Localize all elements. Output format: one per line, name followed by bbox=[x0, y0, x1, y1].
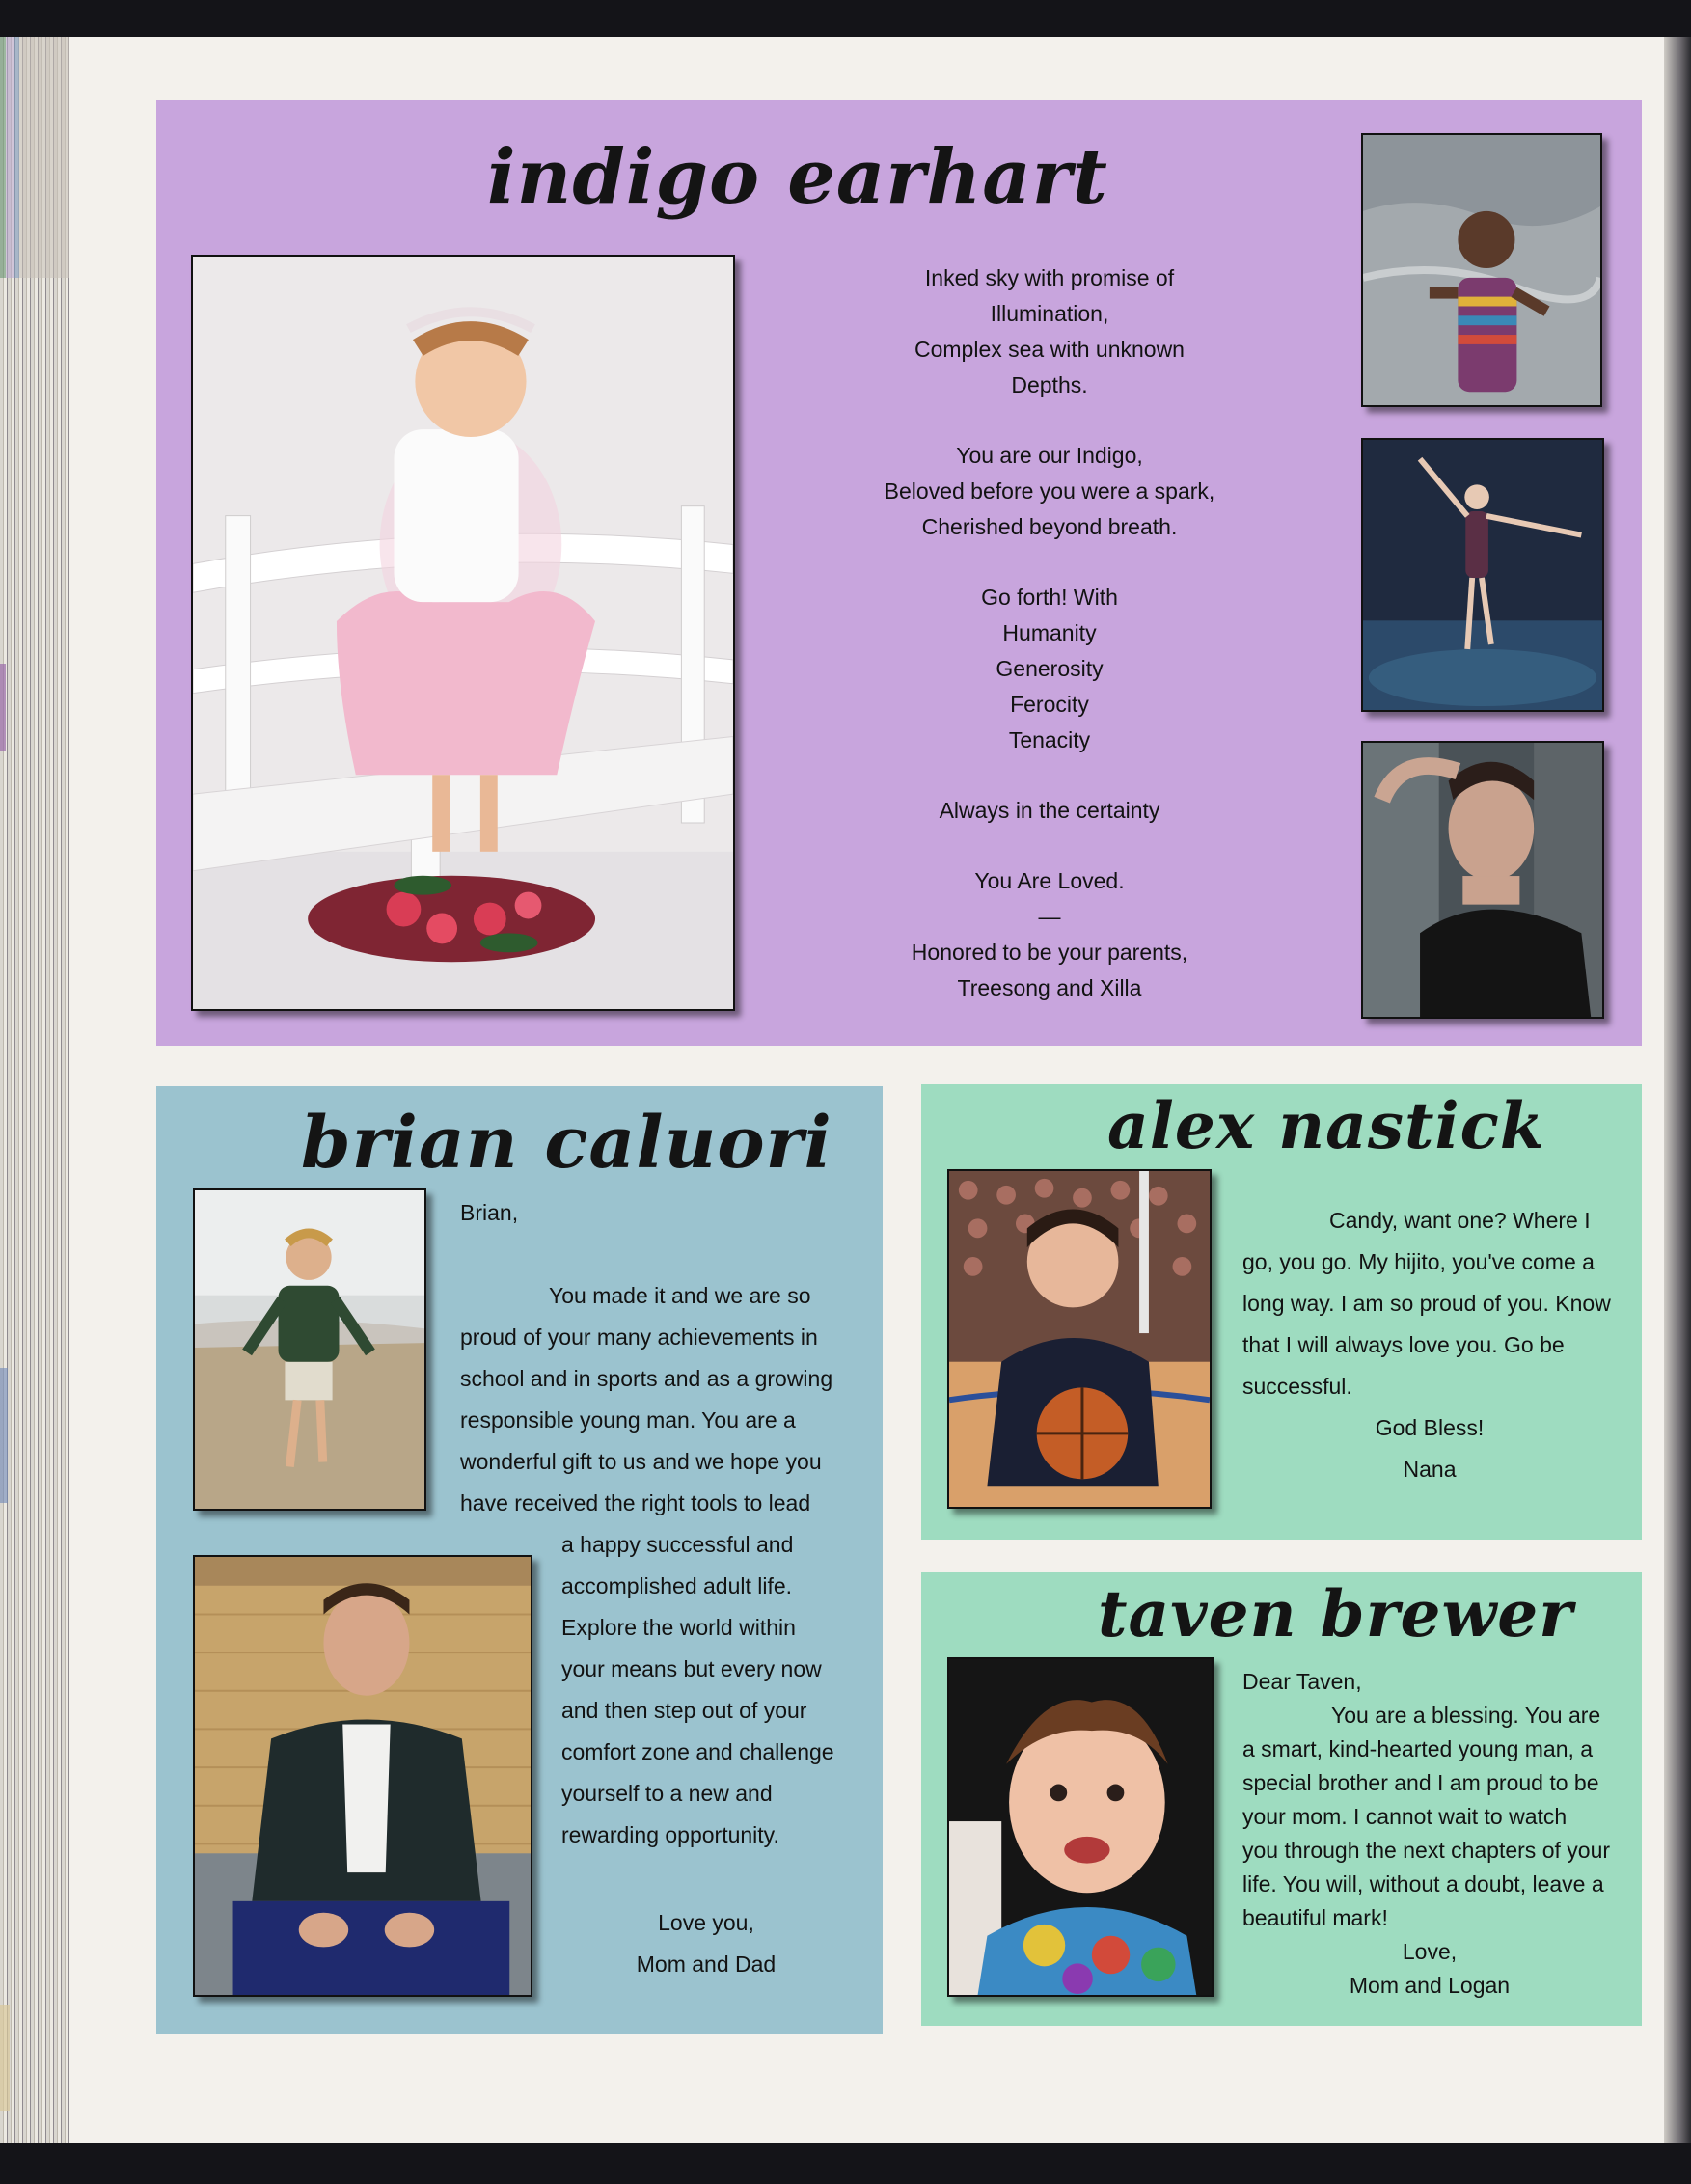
message-line: proud of your many achievements in bbox=[460, 1324, 818, 1350]
message-line: successful. bbox=[1242, 1374, 1352, 1399]
message-line: go, you go. My hijito, you've come a bbox=[1242, 1249, 1595, 1274]
brian-closing bbox=[561, 1902, 851, 1985]
message-line: and then step out of your bbox=[561, 1698, 807, 1723]
message-line: school and in sports and as a growing bbox=[460, 1366, 833, 1391]
message-line: responsible young man. You are a bbox=[460, 1407, 796, 1433]
poem-line: Tenacity bbox=[1008, 727, 1091, 752]
message-line: have received the right tools to lead bbox=[460, 1490, 811, 1515]
poem-line: Inked sky with promise of bbox=[924, 265, 1175, 290]
brian-senior-portrait-photo bbox=[193, 1555, 532, 1997]
alex-message bbox=[1242, 1200, 1628, 1407]
alex-name-title: alex nastick bbox=[1107, 1088, 1545, 1163]
poem-dash: — bbox=[1038, 904, 1061, 929]
brian-message-continued bbox=[561, 1524, 851, 1856]
scan-top-border bbox=[0, 0, 1691, 37]
closing-signature: Mom and Logan bbox=[1349, 1973, 1511, 1998]
brian-salutation: Brian, bbox=[460, 1200, 519, 1225]
message-line: your mom. I cannot wait to watch bbox=[1242, 1804, 1568, 1829]
indigo-flower-girl-photo bbox=[191, 255, 735, 1011]
poem-line: Humanity bbox=[1002, 620, 1097, 645]
message-line: comfort zone and challenge bbox=[561, 1739, 834, 1764]
message-line: a smart, kind-hearted young man, a bbox=[1242, 1736, 1594, 1761]
message-line: that I will always love you. Go be bbox=[1242, 1332, 1565, 1357]
message-line: rewarding opportunity. bbox=[561, 1822, 779, 1847]
indigo-name-title: indigo earhart bbox=[487, 133, 1108, 221]
poem-line: You are our Indigo, bbox=[956, 443, 1143, 468]
taven-closing bbox=[1314, 1935, 1545, 2003]
poem-line: Ferocity bbox=[1010, 692, 1089, 717]
message-line: life. You will, without a doubt, leave a bbox=[1242, 1871, 1604, 1897]
poem-line: Complex sea with unknown bbox=[914, 337, 1185, 362]
brian-message bbox=[460, 1192, 865, 1524]
message-line: Explore the world within bbox=[561, 1615, 796, 1640]
message-line: Candy, want one? Where I bbox=[1329, 1208, 1591, 1233]
message-line: You are a blessing. You are bbox=[1331, 1703, 1601, 1728]
alex-basketball-photo bbox=[947, 1169, 1212, 1509]
indigo-portrait-photo bbox=[1361, 741, 1604, 1019]
message-line: You made it and we are so bbox=[549, 1283, 811, 1308]
poem-line: Beloved before you were a spark, bbox=[884, 478, 1215, 504]
message-line: long way. I am so proud of you. Know bbox=[1242, 1291, 1611, 1316]
taven-salutation: Dear Taven, bbox=[1242, 1669, 1362, 1694]
poem-line: Depths. bbox=[1011, 372, 1088, 397]
alex-closing bbox=[1314, 1407, 1545, 1490]
poem-line: Treesong and Xilla bbox=[957, 975, 1142, 1000]
poem-line: Go forth! With bbox=[981, 585, 1118, 610]
message-line: beautiful mark! bbox=[1242, 1905, 1388, 1930]
taven-name-title: taven brewer bbox=[1098, 1576, 1574, 1652]
closing-line: God Bless! bbox=[1375, 1415, 1485, 1440]
brian-name-title: brian caluori bbox=[301, 1102, 832, 1185]
poem-line: You Are Loved. bbox=[974, 868, 1125, 893]
closing-signature: Mom and Dad bbox=[636, 1952, 777, 1977]
message-line: you through the next chapters of your bbox=[1242, 1838, 1611, 1863]
message-line: yourself to a new and bbox=[561, 1781, 773, 1806]
message-line: your means but every now bbox=[561, 1656, 822, 1681]
closing-line: Love, bbox=[1402, 1939, 1458, 1964]
message-line: accomplished adult life. bbox=[561, 1573, 793, 1598]
indigo-poem bbox=[818, 260, 1281, 1006]
poem-line: Illumination, bbox=[990, 301, 1109, 326]
poem-line: Generosity bbox=[996, 656, 1104, 681]
message-line: a happy successful and bbox=[561, 1532, 794, 1557]
poem-line: Always in the certainty bbox=[939, 798, 1160, 823]
page-stack-edge bbox=[0, 37, 69, 2143]
indigo-beach-photo bbox=[1361, 133, 1602, 407]
scan-bottom-border bbox=[0, 2143, 1691, 2184]
indigo-dance-stage-photo bbox=[1361, 438, 1604, 712]
poem-line: Honored to be your parents, bbox=[911, 940, 1188, 965]
poem-line: Cherished beyond breath. bbox=[921, 514, 1178, 539]
message-line: special brother and I am proud to be bbox=[1242, 1770, 1599, 1795]
page-gutter-shadow bbox=[1664, 37, 1691, 2143]
taven-toddler-photo bbox=[947, 1657, 1214, 1997]
taven-message bbox=[1242, 1665, 1628, 1935]
message-line: wonderful gift to us and we hope you bbox=[460, 1449, 822, 1474]
closing-signature: Nana bbox=[1403, 1457, 1457, 1482]
brian-beach-childhood-photo bbox=[193, 1188, 426, 1511]
closing-line: Love you, bbox=[658, 1910, 754, 1935]
